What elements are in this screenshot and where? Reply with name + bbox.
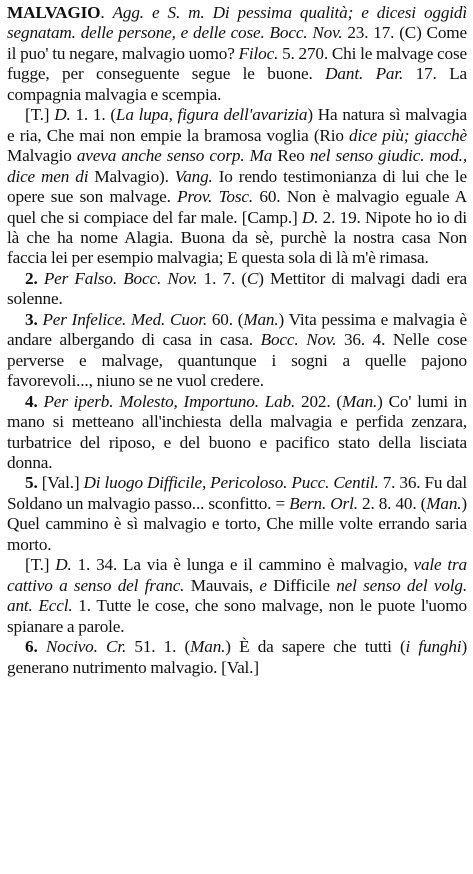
text-run: 60. ( bbox=[207, 309, 244, 329]
entry-sense-paragraph bbox=[7, 269, 467, 310]
italic-text-run: Agg. e S. m. Di pessima qualità; e dicesi oggidì segnatam. delle persone, e delle cose. Bocc. Nov. bbox=[7, 3, 467, 43]
text-run: 36. 4. Nelle cose perverse e malvage, quantunque i sogni a quelle pajono favorevoli..., niuno se ne vuol credere. bbox=[7, 330, 467, 391]
text-run: 2. 19. Nipote ho io di là che ha nome Alagia. Buona da sè, purchè la nostra casa Non faccia lei per esempio malvagia; E questa sola di là m'è rimasa. bbox=[7, 207, 467, 268]
italic-text-run: Per iperb. Molesto, Importuno. Lab. bbox=[43, 391, 296, 411]
text-run: ) generano nutrimento malvagio. [Val.] bbox=[7, 637, 468, 677]
headword: MALVAGIO bbox=[7, 3, 101, 22]
sense-number: 5. bbox=[25, 473, 42, 493]
italic-text-run: Bern. Orl. bbox=[289, 493, 358, 513]
text-run: ) Ha natura sì malvagia e ria, Che mai non empie la bramosa voglia (Rio bbox=[7, 105, 468, 145]
italic-text-run: nel senso del volg. ant. Eccl. bbox=[7, 575, 467, 616]
entry-headword-paragraph bbox=[7, 3, 467, 105]
italic-text-run: Bocc. Nov. bbox=[260, 330, 337, 350]
italic-text-run: La lupa, figura dell'avarizia bbox=[115, 105, 308, 125]
text-run: ) Co' lumi in mano si metteano all'inchiesta della malvagia e perfida zenzara, turbatrice del riposo, e del buono e pacifico stato della lisciata donna. bbox=[7, 391, 467, 472]
text-run: 23. 17. (C) Come il puo' tu negare, malvagio uomo? bbox=[7, 23, 468, 63]
italic-text-run: D. bbox=[55, 555, 72, 575]
editor-mark: [T.] bbox=[25, 555, 56, 575]
editor-mark: [T.] bbox=[25, 105, 55, 125]
entry-sense-paragraph bbox=[7, 473, 467, 555]
text-run: 17. La compagnia malvagia e scempia. bbox=[7, 64, 468, 104]
italic-text-run: Per Infelice. Med. Cuor. bbox=[42, 309, 208, 329]
text-run: 60. Non è malvagio eguale A quel che si compiace del far male. [Camp.] bbox=[7, 187, 468, 227]
text-run: 1. Tutte le cose, che sono malvage, non le puote l'uomo spianare a parole. bbox=[7, 596, 467, 636]
italic-text-run: Man. bbox=[190, 637, 226, 657]
italic-text-run: D. bbox=[301, 207, 319, 227]
italic-text-run: vale tra cattivo a senso del franc. bbox=[7, 555, 468, 595]
italic-text-run: Per Falso. Bocc. Nov. bbox=[43, 268, 198, 288]
italic-text-run: D. bbox=[54, 105, 71, 125]
italic-text-run: dice più; giacchè bbox=[349, 125, 467, 145]
text-run: 7. 36. Fu dal Soldano un malvagio passo... sconfitto. = bbox=[7, 473, 467, 513]
text-run: 1. 34. La via è lunga e il cammino è malvagio, bbox=[71, 555, 414, 575]
italic-text-run: C bbox=[246, 268, 259, 288]
italic-text-run: Di luogo Difficile, Pericoloso. Pucc. Centil. bbox=[83, 473, 379, 493]
text-run: 1. 1. ( bbox=[70, 105, 116, 125]
sense-number: 6. bbox=[25, 637, 46, 657]
entry-sense-paragraph bbox=[7, 310, 467, 392]
italic-text-run: Filoc. bbox=[238, 43, 279, 63]
text-run: ) È da sapere che tutti ( bbox=[225, 637, 406, 657]
text-run: Malvagio). bbox=[88, 166, 175, 186]
text-run: ) Vita pessima e malvagia è andare albergando di casa in casa. bbox=[7, 309, 467, 350]
text-run: Reo bbox=[272, 146, 310, 166]
text-run: Difficile bbox=[266, 575, 337, 595]
entry-sense-paragraph bbox=[7, 555, 467, 637]
entry-sense-paragraph bbox=[7, 392, 467, 474]
text-run: 5. 270. Chi le malvage cose fugge, per conseguente segue le buone. bbox=[7, 43, 467, 84]
italic-text-run: nel senso giudic. mod., dice men di bbox=[7, 146, 467, 186]
entry-sense-paragraph bbox=[7, 637, 467, 678]
text-run: 51. 1. ( bbox=[126, 637, 191, 657]
italic-text-run: e bbox=[259, 575, 267, 595]
italic-text-run: Dant. Par. bbox=[325, 64, 404, 84]
italic-text-run: Man. bbox=[426, 493, 462, 513]
italic-text-run: Prov. Tosc. bbox=[177, 187, 254, 207]
text-run: [Val.] bbox=[41, 473, 84, 493]
text-run: Mauvais, bbox=[184, 575, 260, 595]
text-run: ) Quel cammino è sì malvagio e torto, Che mille volte errando saria morto. bbox=[7, 493, 467, 554]
text-run: 202. ( bbox=[295, 391, 342, 411]
italic-text-run: Man. bbox=[243, 309, 279, 329]
text-run: Io rendo testimonianza di lui che le opere sue son malvage. bbox=[7, 166, 467, 207]
italic-text-run: aveva anche senso corp. Ma bbox=[76, 146, 273, 166]
text-run: . bbox=[100, 3, 113, 22]
italic-text-run: Man. bbox=[341, 391, 378, 411]
sense-number: 3. bbox=[25, 309, 43, 329]
text-run: ) Mettitor di malvagi dadi era solenne. bbox=[7, 268, 467, 309]
sense-number: 4. bbox=[25, 391, 44, 411]
text-run: 2. 8. 40. ( bbox=[357, 493, 427, 513]
italic-text-run: i funghi bbox=[405, 637, 462, 657]
entry-sense-paragraph bbox=[7, 105, 467, 269]
sense-number: 2. bbox=[25, 268, 44, 288]
italic-text-run: Vang. bbox=[174, 166, 213, 186]
italic-text-run: Nocivo. Cr. bbox=[45, 637, 127, 657]
text-run: Malvagio bbox=[7, 146, 77, 166]
text-run: 1. 7. ( bbox=[197, 268, 247, 288]
